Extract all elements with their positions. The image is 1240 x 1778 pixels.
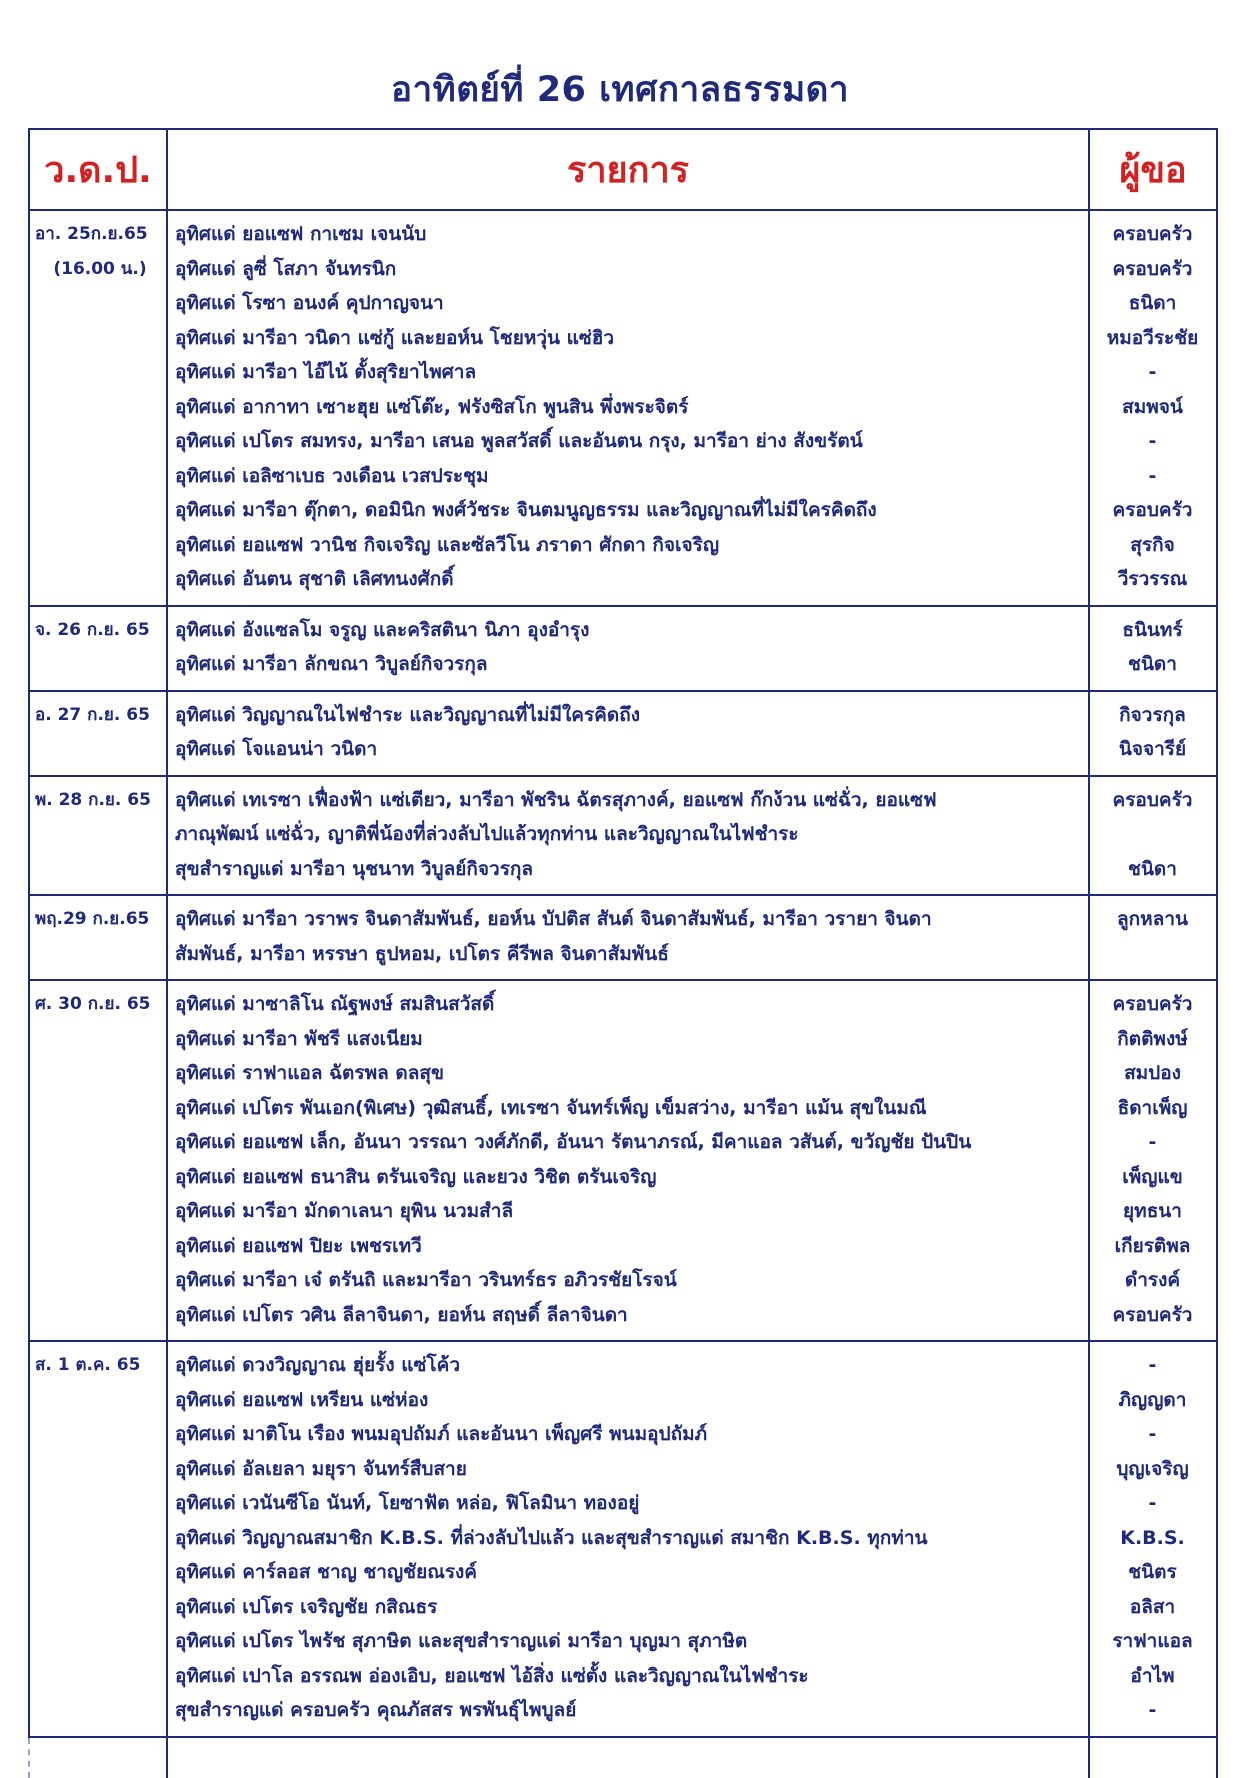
requester-name: ดำรงค์	[1124, 1269, 1181, 1291]
requester-cell	[1089, 606, 1217, 691]
requester-name: เพ็ญแข	[1122, 1165, 1183, 1188]
continuation-row	[29, 1737, 1217, 1778]
date-text: อา. 25ก.ย.65	[35, 224, 148, 244]
table-row	[29, 691, 1217, 776]
date-cell	[29, 776, 167, 896]
requester-name: ธนินทร์	[1122, 618, 1183, 641]
table-header-row	[29, 129, 1217, 210]
items-cell	[167, 691, 1089, 776]
intention-line: อุทิศแด่ วิญญาณในไฟชำระ และวิญญาณที่ไม่มีใครคิดถึง	[175, 703, 640, 726]
intention-line: อุทิศแด่ มารีอา วนิดา แซ่กู้ และยอห์น โชยหวุ่น แซ่ฮิว	[175, 326, 615, 349]
requester-name: K.B.S.	[1120, 1526, 1185, 1549]
intention-line: อุทิศแด่ ลูซี่ โสภา จันทรนิก	[175, 257, 397, 280]
intention-line: อุทิศแด่ เวนันซีโอ นันท์, โยซาฟัต หล่อ, ฟิโลมินา ทองอยู่	[175, 1492, 640, 1514]
requester-cell	[1089, 1341, 1217, 1737]
date-text: พ. 28 ก.ย. 65	[35, 789, 151, 810]
intention-line: อุทิศแด่ ยอแซฟ ธนาสิน ตรันเจริญ และยวง วิชิต ตรันเจริญ	[175, 1165, 657, 1188]
requester-name: หมอวีระชัย	[1106, 326, 1199, 349]
requester-name: -	[1148, 464, 1157, 487]
intention-line: สุขสำราญแด่ ครอบครัว คุณภัสสร พรพันธุ์ไพบูลย์	[175, 1699, 577, 1721]
table-row	[29, 980, 1217, 1341]
requester-name	[1091, 937, 1214, 972]
intention-line: อุทิศแด่ เอลิซาเบธ วงเดือน เวสประชุม	[175, 464, 489, 487]
date-cell	[29, 691, 167, 776]
intention-line: อุทิศแด่ เปโตร ไพรัช สุภาษิต และสุขสำราญแด่ มารีอา บุญมา สุภาษิต	[175, 1630, 748, 1652]
items-cell	[167, 1341, 1089, 1737]
requester-name: ครอบครัว	[1112, 257, 1193, 280]
requester-name: อลิสา	[1129, 1595, 1176, 1618]
intention-line: อุทิศแด่ อากาทา เซาะฮุย แซ่โต๊ะ, ฟรังซิสโก พูนสิน พึ่งพระจิตร์	[175, 395, 689, 418]
date-cell	[29, 895, 167, 980]
intention-line: อุทิศแด่ มารีอา ไอ๊ไน้ ตั้งสุริยาไพศาล	[175, 361, 477, 383]
requester-name: สุรกิจ	[1130, 533, 1175, 556]
requester-name: ครอบครัว	[1112, 223, 1193, 245]
intention-line: อุทิศแด่ ดวงวิญญาณ ฮุ่ยรั้ง แซ่โค้ว	[175, 1354, 460, 1376]
intention-line: อุทิศแด่ ยอแซฟ วานิช กิจเจริญ และซัลวีโน ภราดา ศักดา กิจเจริญ	[175, 533, 720, 556]
table-row	[29, 210, 1217, 606]
date-text: ส. 1 ต.ค. 65	[35, 1355, 141, 1375]
table-row	[29, 895, 1217, 980]
requester-name: สมพจน์	[1122, 395, 1183, 418]
empty-cell	[29, 1737, 167, 1778]
date-text: ศ. 30 ก.ย. 65	[35, 994, 151, 1014]
requester-name: -	[1148, 1131, 1157, 1153]
empty-cell	[167, 1737, 1089, 1778]
date-text: พฤ.29 ก.ย.65	[35, 909, 150, 929]
intention-line: อุทิศแด่ มารีอา พัชรี แสงเนียม	[175, 1027, 423, 1050]
header-date: ว.ด.ป.	[29, 129, 167, 210]
intention-line: อุทิศแด่ เปโตร พันเอก(พิเศษ) วุฒิสนธิ์, เทเรซา จันทร์เพ็ญ เข็มสว่าง, มารีอา แม้น สุขในมณี	[175, 1096, 927, 1119]
intention-line: อุทิศแด่ ราฟาแอล ฉัตรพล ดลสุข	[175, 1062, 444, 1084]
requester-name: -	[1148, 1354, 1157, 1376]
requester-name: ครอบครัว	[1112, 1303, 1193, 1326]
requester-name: -	[1148, 1492, 1157, 1514]
requester-name: บุญเจริญ	[1116, 1457, 1189, 1480]
intention-line: ภาณุพัฒน์ แซ่ฉั่ว, ญาติพี่น้องที่ล่วงลับไปแล้วทุกท่าน และวิญญาณในไฟชำระ	[175, 823, 799, 845]
requester-name: ธนิดา	[1128, 292, 1177, 314]
intention-line: อุทิศแด่ โจแอนน่า วนิดา	[175, 738, 378, 760]
requester-name: -	[1148, 361, 1157, 383]
requester-name: กิจวรกุล	[1119, 703, 1186, 726]
mass-intentions-table	[28, 128, 1218, 1778]
intention-line: อุทิศแด่ อันตน สุชาติ เลิศทนงศักดิ์	[175, 568, 454, 590]
requester-name: ครอบครัว	[1112, 788, 1193, 811]
intention-line: อุทิศแด่ อัลเยลา มยุรา จันทร์สืบสาย	[175, 1457, 467, 1480]
date-cell	[29, 1341, 167, 1737]
requester-name: ครอบครัว	[1112, 499, 1193, 521]
intention-line: อุทิศแด่ คาร์ลอส ชาญ ชาญชัยณรงค์	[175, 1561, 478, 1583]
intention-line: อุทิศแด่ ยอแซฟ ปิยะ เพชรเทวี	[175, 1234, 422, 1257]
intention-line: อุทิศแด่ มาซาลิโน ณัฐพงษ์ สมสินสวัสดิ์	[175, 993, 495, 1015]
requester-name	[1091, 817, 1214, 852]
requester-name: ชนิดา	[1128, 653, 1177, 675]
date-text: จ. 26 ก.ย. 65	[35, 619, 150, 640]
requester-name: กิตติพงษ์	[1117, 1027, 1188, 1050]
intention-line: อุทิศแด่ เปโตร เจริญชัย กสิณธร	[175, 1595, 438, 1618]
intention-line: อุทิศแด่ มาติโน เรือง พนมอุปถัมภ์ และอันนา เพ็ญศรี พนมอุปถัมภ์	[175, 1423, 708, 1445]
date-cell	[29, 980, 167, 1341]
items-cell	[167, 776, 1089, 896]
requester-name: ธิดาเพ็ญ	[1117, 1096, 1188, 1119]
intention-line: อุทิศแด่ ยอแซฟ เล็ก, อันนา วรรณา วงศ์ภักดี, อันนา รัตนาภรณ์, มีคาแอล วสันต์, ขวัญชัย ปันปิน	[175, 1131, 972, 1153]
intention-line: อุทิศแด่ เปโตร วศิน ลีลาจินดา, ยอห์น สฤษดิ์ ลีลาจินดา	[175, 1303, 628, 1326]
date-cell	[29, 606, 167, 691]
requester-cell	[1089, 776, 1217, 896]
items-cell	[167, 210, 1089, 606]
intention-line: สุขสำราญแด่ มารีอา นุชนาท วิบูลย์กิจวรกุล	[175, 857, 534, 880]
requester-name: เกียรติพล	[1114, 1234, 1191, 1257]
intention-line: อุทิศแด่ มารีอา เจ๋ ตรันถิ และมารีอา วรินทร์ธร อภิวรชัยโรจน์	[175, 1269, 677, 1291]
date-cell	[29, 210, 167, 606]
intention-line: อุทิศแด่ มารีอา มักดาเลนา ยุพิน นวมสำลี	[175, 1200, 514, 1222]
intention-line: อุทิศแด่ ยอแซฟ กาเซม เจนนับ	[175, 223, 427, 245]
requester-name: วีรวรรณ	[1117, 568, 1188, 590]
intention-line: อุทิศแด่ เปโตร สมทรง, มารีอา เสนอ พูลสวัสดิ์ และอันตน กรุง, มารีอา ย่าง สังขรัตน์	[175, 430, 863, 452]
intention-line: อุทิศแด่ มารีอา ตุ๊กตา, ดอมินิก พงศ์วัชระ จินตมนูญธรรม และวิญญาณที่ไม่มีใครคิดถึง	[175, 499, 877, 521]
requester-name: -	[1148, 1699, 1157, 1721]
requester-name: ภิญญดา	[1118, 1388, 1187, 1411]
requester-cell	[1089, 210, 1217, 606]
requester-name: -	[1148, 430, 1157, 452]
requester-name: ยุทธนา	[1123, 1200, 1182, 1222]
requester-name: ลูกหลาน	[1117, 908, 1188, 930]
intention-line: อุทิศแด่ เทเรซา เฟื่องฟ้า แซ่เตียว, มารีอา พัชริน ฉัตรสุภางค์, ยอแซฟ ก๊กง้วน แซ่ฉั่ว, ยอแซฟ	[175, 788, 937, 811]
items-cell	[167, 606, 1089, 691]
page-title: อาทิตย์ที่ 26 เทศกาลธรรมดา	[390, 70, 850, 110]
intention-line: อุทิศแด่ มารีอา ลักขณา วิบูลย์กิจวรกุล	[175, 653, 488, 675]
intention-line: สัมพันธ์, มารีอา หรรษา ธูปหอม, เปโตร คีรีพล จินดาสัมพันธ์	[175, 942, 669, 965]
requester-cell	[1089, 980, 1217, 1341]
intention-line: อุทิศแด่ วิญญาณสมาชิก K.B.S. ที่ล่วงลับไปแล้ว และสุขสำราญแด่ สมาชิก K.B.S. ทุกท่าน	[175, 1526, 928, 1549]
requester-name: ครอบครัว	[1112, 993, 1193, 1015]
table-row	[29, 776, 1217, 896]
requester-cell	[1089, 691, 1217, 776]
requester-name: -	[1148, 1423, 1157, 1445]
intention-line: อุทิศแด่ เปาโล อรรณพ อ่องเอิบ, ยอแซฟ ไอ้สิ่ง แซ่ตั้ง และวิญญาณในไฟชำระ	[175, 1664, 809, 1687]
requester-name: สมปอง	[1124, 1062, 1181, 1084]
header-items: รายการ	[167, 129, 1089, 210]
requester-name: นิจจารีย์	[1118, 738, 1187, 760]
intention-line: อุทิศแด่ ยอแซฟ เหรียน แซ่ห่อง	[175, 1388, 429, 1411]
date-text: อ. 27 ก.ย. 65	[35, 704, 150, 725]
table-row	[29, 1341, 1217, 1737]
requester-name: อำไพ	[1130, 1664, 1175, 1687]
intention-line: อุทิศแด่ อังแซลโม จรูญ และคริสตินา นิภา อุงอำรุง	[175, 618, 590, 641]
items-cell	[167, 895, 1089, 980]
requester-name: ชนิตร	[1128, 1561, 1177, 1583]
intention-line: อุทิศแด่ โรซา อนงค์ คุปกาญจนา	[175, 292, 444, 314]
requester-cell	[1089, 895, 1217, 980]
requester-name: ราฟาแอล	[1112, 1630, 1193, 1652]
header-requester: ผู้ขอ	[1089, 129, 1217, 210]
intention-line: อุทิศแด่ มารีอา วราพร จินดาสัมพันธ์, ยอห์น บัปติส สันต์ จินดาสัมพันธ์, มารีอา วรายา จินดา	[175, 908, 932, 930]
table-row	[29, 606, 1217, 691]
requester-name: ชนิดา	[1128, 857, 1177, 880]
date-text: (16.00 น.)	[53, 258, 147, 279]
items-cell	[167, 980, 1089, 1341]
empty-cell	[1089, 1737, 1217, 1778]
